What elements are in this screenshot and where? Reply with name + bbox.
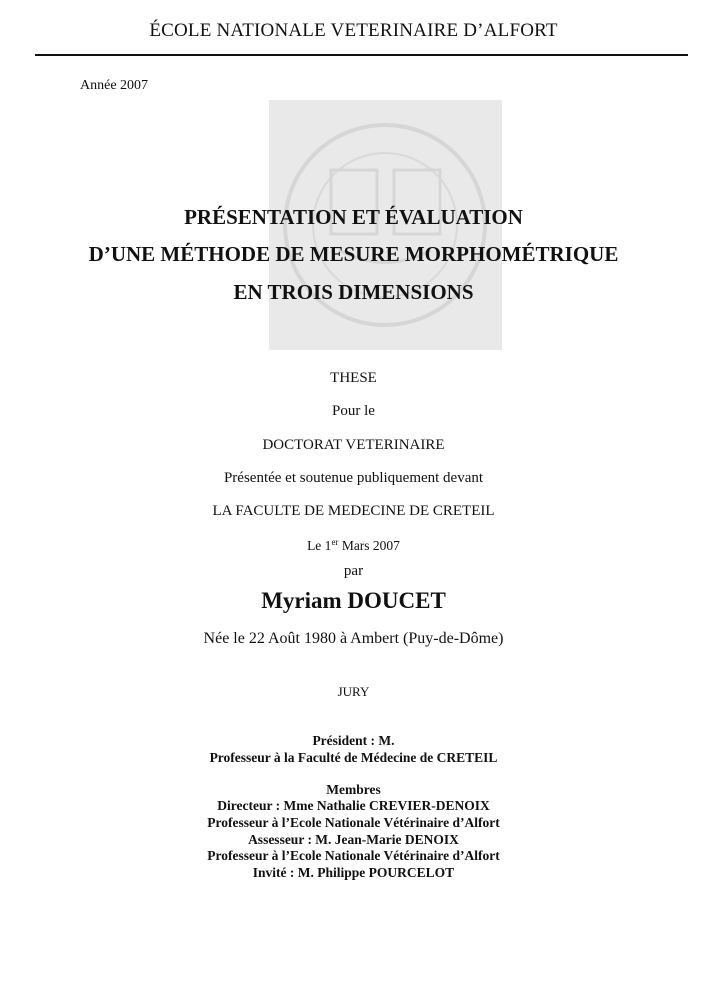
thesis-type: THESE bbox=[330, 370, 377, 386]
degree-label: DOCTORAT VETERINAIRE bbox=[262, 437, 445, 453]
thesis-title-line-1: PRÉSENTATION ET ÉVALUATION bbox=[184, 205, 523, 229]
jury-line: Invité : M. Philippe POURCELOT bbox=[252, 865, 455, 880]
school-header: ÉCOLE NATIONALE VETERINAIRE D’ALFORT bbox=[149, 20, 558, 41]
jury-line: Directeur : Mme Nathalie CREVIER-DENOIX bbox=[217, 798, 490, 813]
jury-line: Président : M. bbox=[312, 733, 395, 748]
jury-line: Professeur à l’Ecole Nationale Vétérinaire d’Alfort bbox=[207, 815, 500, 830]
par-label: par bbox=[343, 563, 364, 579]
thesis-title-line-2: D’UNE MÉTHODE DE MESURE MORPHOMÉTRIQUE bbox=[88, 242, 619, 266]
jury-line: Professeur à l’Ecole Nationale Vétérinaire d’Alfort bbox=[207, 848, 500, 863]
faculty-label: LA FACULTE DE MEDECINE DE CRETEIL bbox=[212, 503, 495, 519]
author-birth: Née le 22 Août 1980 à Ambert (Puy-de-Dôme) bbox=[203, 630, 504, 647]
thesis-title-line-3: EN TROIS DIMENSIONS bbox=[233, 280, 474, 304]
author-name: Myriam DOUCET bbox=[261, 588, 446, 613]
pour-le-label: Pour le bbox=[332, 403, 375, 419]
presented-label: Présentée et soutenue publiquement devant bbox=[223, 470, 484, 486]
jury-line: Membres bbox=[326, 782, 381, 797]
jury-heading: JURY bbox=[337, 684, 370, 699]
header-rule bbox=[35, 54, 688, 56]
jury-line: Professeur à la Faculté de Médecine de CRETEIL bbox=[209, 750, 498, 765]
defense-date: Le 1er Mars 2007 bbox=[307, 537, 400, 553]
jury-line: Assesseur : M. Jean-Marie DENOIX bbox=[248, 832, 459, 847]
year-label: Année 2007 bbox=[80, 78, 149, 93]
